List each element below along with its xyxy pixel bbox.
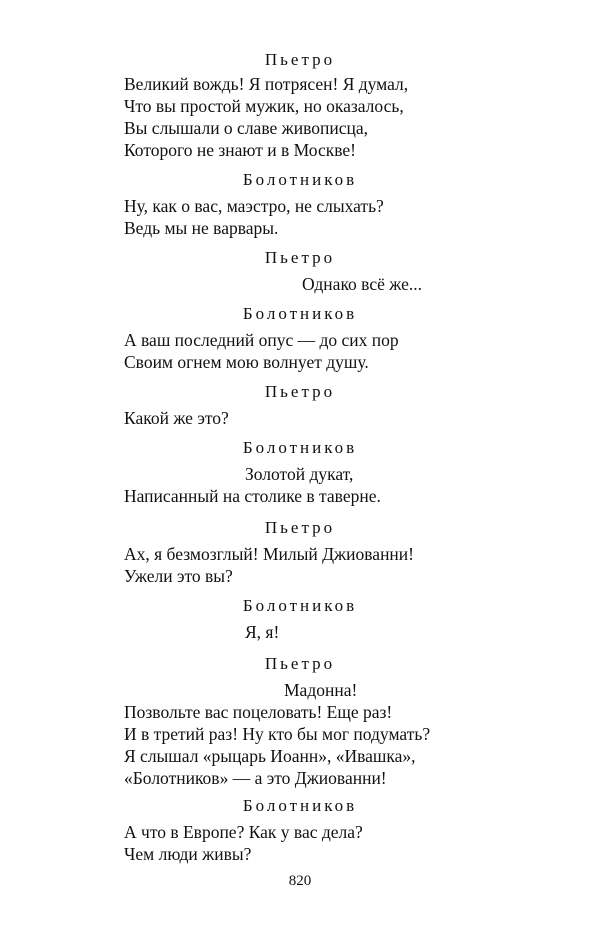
speaker-bolotnikov: Болотников xyxy=(242,438,358,457)
verse-line: Какой же это? xyxy=(124,408,229,428)
speaker-bolotnikov: Болотников xyxy=(242,304,358,323)
verse-line: Своим огнем мою волнует душу. xyxy=(124,352,369,372)
verse-line: Ну, как о вас, маэстро, не слыхать? xyxy=(124,196,384,216)
speaker-bolotnikov: Болотников xyxy=(242,170,358,189)
verse-line: Мадонна! xyxy=(284,680,358,700)
verse-line: Вы слышали о славе живописца, xyxy=(124,118,368,138)
speaker-bolotnikov: Болотников xyxy=(242,596,358,615)
verse-line: А что в Европе? Как у вас дела? xyxy=(124,822,363,842)
verse-line: Позвольте вас поцеловать! Еще раз! xyxy=(124,702,393,722)
verse-line: Ведь мы не варвары. xyxy=(124,218,279,238)
verse-line: Я слышал «рыцарь Иоанн», «Ивашка», xyxy=(124,746,416,766)
verse-line: Написанный на столике в таверне. xyxy=(124,486,381,506)
verse-line: И в третий раз! Ну кто бы мог подумать? xyxy=(124,724,431,744)
verse-line: Ужели это вы? xyxy=(124,566,233,586)
verse-line: Однако всё же... xyxy=(302,274,423,294)
speaker-pietro: Пьетро xyxy=(264,382,336,401)
verse-line: Ах, я безмозглый! Милый Джиованни! xyxy=(124,544,414,564)
verse-line: Чем люди живы? xyxy=(124,844,252,864)
verse-line: Золотой дукат, xyxy=(245,464,354,484)
verse-line: Я, я! xyxy=(245,622,280,642)
speaker-bolotnikov: Болотников xyxy=(242,796,358,815)
verse-line: Великий вождь! Я потрясен! Я думал, xyxy=(124,74,409,94)
verse-line: Которого не знают и в Москве! xyxy=(124,140,356,160)
speaker-pietro: Пьетро xyxy=(264,654,336,673)
verse-line: «Болотников» — а это Джиованни! xyxy=(124,768,387,788)
verse-line: А ваш последний опус — до сих пор xyxy=(124,330,399,350)
speaker-pietro: Пьетро xyxy=(264,518,336,537)
verse-line: Что вы простой мужик, но оказалось, xyxy=(124,96,404,116)
speaker-pietro: Пьетро xyxy=(264,248,336,267)
speaker-pietro: Пьетро xyxy=(264,50,336,69)
page-number: 820 xyxy=(288,873,312,889)
